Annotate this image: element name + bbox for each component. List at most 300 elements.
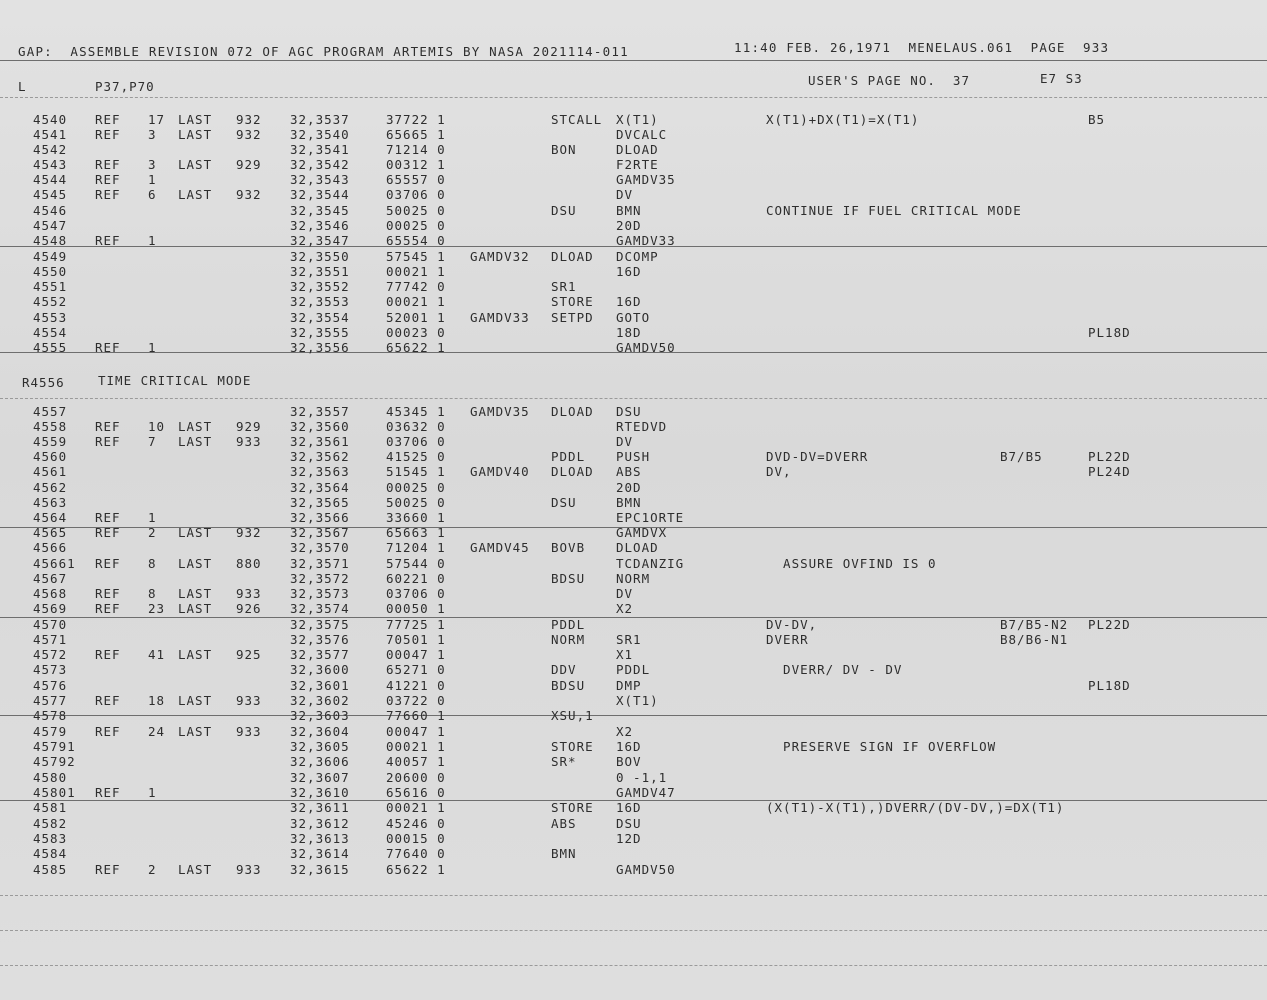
line-number: 4580	[33, 770, 68, 785]
address: 32,3571	[290, 556, 350, 571]
listing-row	[0, 755, 1267, 770]
listing-row	[0, 832, 1267, 847]
ref-count: 2	[148, 862, 157, 877]
ref-count: 2	[148, 525, 157, 540]
operand: NORM	[616, 571, 651, 586]
address: 32,3547	[290, 233, 350, 248]
line-number: 4585	[33, 862, 68, 877]
symbol-label: GAMDV32	[470, 249, 530, 264]
line-number: 4571	[33, 632, 68, 647]
address: 32,3600	[290, 662, 350, 677]
ref-count: 1	[148, 233, 157, 248]
opcode: STCALL	[551, 112, 603, 127]
operand: 16D	[616, 294, 642, 309]
opcode: PDDL	[551, 449, 586, 464]
octal-word: 00021 1	[386, 294, 446, 309]
ref-marker: REF	[95, 510, 121, 525]
user-page-label: USER'S PAGE NO. 37	[808, 73, 970, 88]
operand: GAMDV33	[616, 233, 676, 248]
ref-count: 7	[148, 434, 157, 449]
listing-row	[0, 295, 1267, 310]
address: 32,3551	[290, 264, 350, 279]
last-marker: LAST	[178, 693, 213, 708]
ref-marker: REF	[95, 157, 121, 172]
address: 32,3611	[290, 800, 350, 815]
operand: EPC1ORTE	[616, 510, 685, 525]
listing-row	[0, 511, 1267, 526]
pushdown-note: PL22D	[1088, 617, 1131, 632]
address: 32,3561	[290, 434, 350, 449]
ref-count: 8	[148, 586, 157, 601]
octal-word: 50025 0	[386, 495, 446, 510]
last-marker: LAST	[178, 862, 213, 877]
octal-word: 52001 1	[386, 310, 446, 325]
comment: ASSURE OVFIND IS 0	[766, 556, 937, 571]
line-number: 4578	[33, 708, 68, 723]
listing-row	[0, 496, 1267, 511]
listing-row	[0, 113, 1267, 128]
section-line-number: R4556	[22, 375, 65, 390]
listing-row	[0, 158, 1267, 173]
octal-word: 51545 1	[386, 464, 446, 479]
listing-row	[0, 420, 1267, 435]
octal-word: 45246 0	[386, 816, 446, 831]
address: 32,3545	[290, 203, 350, 218]
octal-word: 65271 0	[386, 662, 446, 677]
last-page: 933	[236, 724, 262, 739]
operand: DV	[616, 434, 634, 449]
listing-row	[0, 265, 1267, 280]
pushdown-note: PL18D	[1088, 325, 1131, 340]
listing-row	[0, 311, 1267, 326]
operand: DLOAD	[616, 142, 659, 157]
line-number: 4576	[33, 678, 68, 693]
line-number: 4569	[33, 601, 68, 616]
header-rule	[0, 60, 1267, 61]
opcode: BON	[551, 142, 577, 157]
opcode: DSU	[551, 203, 577, 218]
line-number: 4547	[33, 218, 68, 233]
line-number: 4549	[33, 249, 68, 264]
ref-count: 23	[148, 601, 166, 616]
address: 32,3601	[290, 678, 350, 693]
line-number: 4581	[33, 800, 68, 815]
line-number: 4564	[33, 510, 68, 525]
last-page: 933	[236, 586, 262, 601]
line-number: 4550	[33, 264, 68, 279]
listing-row	[0, 280, 1267, 295]
section-title: TIME CRITICAL MODE	[98, 373, 252, 388]
address: 32,3544	[290, 187, 350, 202]
operand: BMN	[616, 203, 642, 218]
ref-marker: REF	[95, 172, 121, 187]
operand: GAMDV47	[616, 785, 676, 800]
listing-row	[0, 801, 1267, 816]
address: 32,3602	[290, 693, 350, 708]
octal-word: 57545 1	[386, 249, 446, 264]
ref-marker: REF	[95, 862, 121, 877]
scale-note: B7/B5	[1000, 449, 1043, 464]
listing-row	[0, 557, 1267, 572]
listing-row	[0, 450, 1267, 465]
listing-row	[0, 786, 1267, 801]
octal-word: 65557 0	[386, 172, 446, 187]
scale-note: B8/B6-N1	[1000, 632, 1069, 647]
octal-word: 77742 0	[386, 279, 446, 294]
octal-word: 00025 0	[386, 218, 446, 233]
operand: F2RTE	[616, 157, 659, 172]
listing-row	[0, 817, 1267, 832]
address: 32,3574	[290, 601, 350, 616]
ref-marker: REF	[95, 340, 121, 355]
line-number: 4546	[33, 203, 68, 218]
line-number: 4565	[33, 525, 68, 540]
line-number: 4573	[33, 662, 68, 677]
octal-word: 71214 0	[386, 142, 446, 157]
ref-marker: REF	[95, 601, 121, 616]
address: 32,3557	[290, 404, 350, 419]
listing-row	[0, 173, 1267, 188]
address: 32,3563	[290, 464, 350, 479]
address: 32,3556	[290, 340, 350, 355]
ref-count: 10	[148, 419, 166, 434]
ref-marker: REF	[95, 586, 121, 601]
ref-count: 1	[148, 785, 157, 800]
address: 32,3566	[290, 510, 350, 525]
octal-word: 20600 0	[386, 770, 446, 785]
operand: 0 -1,1	[616, 770, 668, 785]
listing-row	[0, 618, 1267, 633]
address: 32,3555	[290, 325, 350, 340]
ref-marker: REF	[95, 724, 121, 739]
listing-row	[0, 663, 1267, 678]
operand: 18D	[616, 325, 642, 340]
comment: PRESERVE SIGN IF OVERFLOW	[766, 739, 997, 754]
octal-word: 03632 0	[386, 419, 446, 434]
opcode: XSU,1	[551, 708, 594, 723]
line-number: 4558	[33, 419, 68, 434]
listing-row	[0, 633, 1267, 648]
line-number: 4582	[33, 816, 68, 831]
octal-word: 03706 0	[386, 434, 446, 449]
ref-count: 1	[148, 172, 157, 187]
last-marker: LAST	[178, 525, 213, 540]
comment: DVD-DV=DVERR	[766, 449, 869, 464]
address: 32,3554	[290, 310, 350, 325]
address: 32,3567	[290, 525, 350, 540]
operand: DSU	[616, 404, 642, 419]
last-marker: LAST	[178, 434, 213, 449]
operand: PDDL	[616, 662, 651, 677]
listing-row	[0, 405, 1267, 420]
address: 32,3543	[290, 172, 350, 187]
last-page: 926	[236, 601, 262, 616]
opcode: PDDL	[551, 617, 586, 632]
line-number: 45792	[33, 754, 76, 769]
operand: 16D	[616, 739, 642, 754]
octal-word: 00021 1	[386, 264, 446, 279]
address: 32,3562	[290, 449, 350, 464]
comment: DV-DV,	[766, 617, 818, 632]
line-number: 4572	[33, 647, 68, 662]
listing-row	[0, 725, 1267, 740]
address: 32,3615	[290, 862, 350, 877]
opcode: SR*	[551, 754, 577, 769]
octal-word: 65622 1	[386, 862, 446, 877]
last-page: 933	[236, 862, 262, 877]
address: 32,3573	[290, 586, 350, 601]
line-number: 4552	[33, 294, 68, 309]
opcode: ABS	[551, 816, 577, 831]
octal-word: 00312 1	[386, 157, 446, 172]
opcode: BDSU	[551, 571, 586, 586]
ref-count: 3	[148, 157, 157, 172]
comment: X(T1)+DX(T1)=X(T1)	[766, 112, 920, 127]
operand: X1	[616, 647, 634, 662]
octal-word: 60221 0	[386, 571, 446, 586]
listing-row	[0, 219, 1267, 234]
last-marker: LAST	[178, 556, 213, 571]
listing-row	[0, 587, 1267, 602]
operand: 16D	[616, 800, 642, 815]
listing-row	[0, 326, 1267, 341]
ref-count: 3	[148, 127, 157, 142]
operand: DSU	[616, 816, 642, 831]
separator-rule	[0, 930, 1267, 931]
opcode: DSU	[551, 495, 577, 510]
address: 32,3603	[290, 708, 350, 723]
opcode: STORE	[551, 800, 594, 815]
listing-row	[0, 204, 1267, 219]
listing-row	[0, 341, 1267, 356]
operand: 16D	[616, 264, 642, 279]
listing-row	[0, 234, 1267, 249]
opcode: SETPD	[551, 310, 594, 325]
line-number: 4545	[33, 187, 68, 202]
line-number: 45791	[33, 739, 76, 754]
line-number: 4553	[33, 310, 68, 325]
opcode: BMN	[551, 846, 577, 861]
last-page: 932	[236, 187, 262, 202]
operand: GAMDV50	[616, 862, 676, 877]
ref-marker: REF	[95, 187, 121, 202]
comment: CONTINUE IF FUEL CRITICAL MODE	[766, 203, 1022, 218]
line-number: 4568	[33, 586, 68, 601]
ref-marker: REF	[95, 127, 121, 142]
octal-word: 65616 0	[386, 785, 446, 800]
ref-count: 6	[148, 187, 157, 202]
address: 32,3565	[290, 495, 350, 510]
address: 32,3606	[290, 754, 350, 769]
operand: X(T1)	[616, 693, 659, 708]
operand: X2	[616, 601, 634, 616]
user-page-ref: E7 S3	[1040, 71, 1083, 86]
subheader-rule	[0, 97, 1267, 98]
listing-row	[0, 526, 1267, 541]
octal-word: 37722 1	[386, 112, 446, 127]
operand: GAMDV35	[616, 172, 676, 187]
last-page: 932	[236, 127, 262, 142]
operand: 20D	[616, 218, 642, 233]
operand: DV	[616, 187, 634, 202]
line-number: 45661	[33, 556, 76, 571]
octal-word: 00047 1	[386, 724, 446, 739]
last-marker: LAST	[178, 647, 213, 662]
line-number: 4540	[33, 112, 68, 127]
operand: X(T1)	[616, 112, 659, 127]
pushdown-note: B5	[1088, 112, 1106, 127]
listing-row	[0, 435, 1267, 450]
operand: 20D	[616, 480, 642, 495]
line-number: 4554	[33, 325, 68, 340]
last-page: 932	[236, 112, 262, 127]
octal-word: 03706 0	[386, 586, 446, 601]
last-marker: LAST	[178, 601, 213, 616]
last-marker: LAST	[178, 157, 213, 172]
line-number: 4548	[33, 233, 68, 248]
address: 32,3540	[290, 127, 350, 142]
operand: TCDANZIG	[616, 556, 685, 571]
line-number: 4561	[33, 464, 68, 479]
last-marker: LAST	[178, 112, 213, 127]
listing-row	[0, 863, 1267, 878]
ref-count: 1	[148, 340, 157, 355]
line-number: 4541	[33, 127, 68, 142]
octal-word: 77725 1	[386, 617, 446, 632]
listing-row	[0, 602, 1267, 617]
line-number: 4562	[33, 480, 68, 495]
octal-word: 00021 1	[386, 739, 446, 754]
scale-note: B7/B5-N2	[1000, 617, 1069, 632]
listing-header-datestamp: 11:40 FEB. 26,1971 MENELAUS.061 PAGE 933	[734, 40, 1110, 55]
listing-row	[0, 740, 1267, 755]
address: 32,3546	[290, 218, 350, 233]
ref-count: 41	[148, 647, 166, 662]
opcode: STORE	[551, 739, 594, 754]
comment: (X(T1)-X(T1),)DVERR/(DV-DV,)=DX(T1)	[766, 800, 1065, 815]
ref-marker: REF	[95, 434, 121, 449]
address: 32,3541	[290, 142, 350, 157]
octal-word: 00015 0	[386, 831, 446, 846]
pushdown-note: PL22D	[1088, 449, 1131, 464]
pushdown-note: PL18D	[1088, 678, 1131, 693]
opcode: BDSU	[551, 678, 586, 693]
address: 32,3576	[290, 632, 350, 647]
last-marker: LAST	[178, 724, 213, 739]
octal-word: 40057 1	[386, 754, 446, 769]
line-number: 4559	[33, 434, 68, 449]
opcode: STORE	[551, 294, 594, 309]
listing-row	[0, 572, 1267, 587]
line-number: 4555	[33, 340, 68, 355]
listing-row	[0, 847, 1267, 862]
ref-count: 1	[148, 510, 157, 525]
comment: DVERR/ DV - DV	[766, 662, 903, 677]
octal-word: 00023 0	[386, 325, 446, 340]
address: 32,3604	[290, 724, 350, 739]
ref-marker: REF	[95, 112, 121, 127]
opcode: DLOAD	[551, 249, 594, 264]
separator-rule	[0, 965, 1267, 966]
operand: RTEDVD	[616, 419, 668, 434]
last-page: 880	[236, 556, 262, 571]
operand: GAMDV50	[616, 340, 676, 355]
opcode: DLOAD	[551, 404, 594, 419]
opcode: DDV	[551, 662, 577, 677]
operand: X2	[616, 724, 634, 739]
program-label: P37,P70	[95, 79, 155, 94]
line-number: 4563	[33, 495, 68, 510]
ref-count: 24	[148, 724, 166, 739]
last-marker: LAST	[178, 187, 213, 202]
ref-marker: REF	[95, 647, 121, 662]
octal-word: 00047 1	[386, 647, 446, 662]
octal-word: 65665 1	[386, 127, 446, 142]
operand: DVCALC	[616, 127, 668, 142]
listing-row	[0, 128, 1267, 143]
opcode: BOVB	[551, 540, 586, 555]
last-marker: LAST	[178, 127, 213, 142]
operand: SR1	[616, 632, 642, 647]
address: 32,3612	[290, 816, 350, 831]
operand: DV	[616, 586, 634, 601]
symbol-label: GAMDV45	[470, 540, 530, 555]
operand: BOV	[616, 754, 642, 769]
ref-count: 18	[148, 693, 166, 708]
symbol-label: GAMDV40	[470, 464, 530, 479]
address: 32,3550	[290, 249, 350, 264]
address: 32,3552	[290, 279, 350, 294]
line-number: 45801	[33, 785, 76, 800]
octal-word: 50025 0	[386, 203, 446, 218]
line-number: 4543	[33, 157, 68, 172]
octal-word: 41525 0	[386, 449, 446, 464]
operand: DCOMP	[616, 249, 659, 264]
operand: GOTO	[616, 310, 651, 325]
octal-word: 00050 1	[386, 601, 446, 616]
ref-marker: REF	[95, 556, 121, 571]
octal-word: 45345 1	[386, 404, 446, 419]
listing-row	[0, 771, 1267, 786]
address: 32,3553	[290, 294, 350, 309]
address: 32,3564	[290, 480, 350, 495]
line-number: 4567	[33, 571, 68, 586]
address: 32,3572	[290, 571, 350, 586]
listing-row	[0, 694, 1267, 709]
listing-header-title: GAP: ASSEMBLE REVISION 072 OF AGC PROGRAM ARTEMIS BY NASA 2021114-011	[18, 44, 629, 59]
octal-word: 00025 0	[386, 480, 446, 495]
listing-row	[0, 143, 1267, 158]
ref-marker: REF	[95, 693, 121, 708]
octal-word: 77640 0	[386, 846, 446, 861]
last-page: 932	[236, 525, 262, 540]
line-number: 4557	[33, 404, 68, 419]
ref-marker: REF	[95, 233, 121, 248]
octal-word: 57544 0	[386, 556, 446, 571]
line-number: 4566	[33, 540, 68, 555]
address: 32,3542	[290, 157, 350, 172]
pushdown-note: PL24D	[1088, 464, 1131, 479]
symbol-label: GAMDV33	[470, 310, 530, 325]
ref-marker: REF	[95, 419, 121, 434]
listing-row	[0, 465, 1267, 480]
octal-word: 33660 1	[386, 510, 446, 525]
ref-marker: REF	[95, 785, 121, 800]
comment: DVERR	[766, 632, 809, 647]
listing-row	[0, 541, 1267, 556]
ref-count: 17	[148, 112, 166, 127]
line-number: 4544	[33, 172, 68, 187]
